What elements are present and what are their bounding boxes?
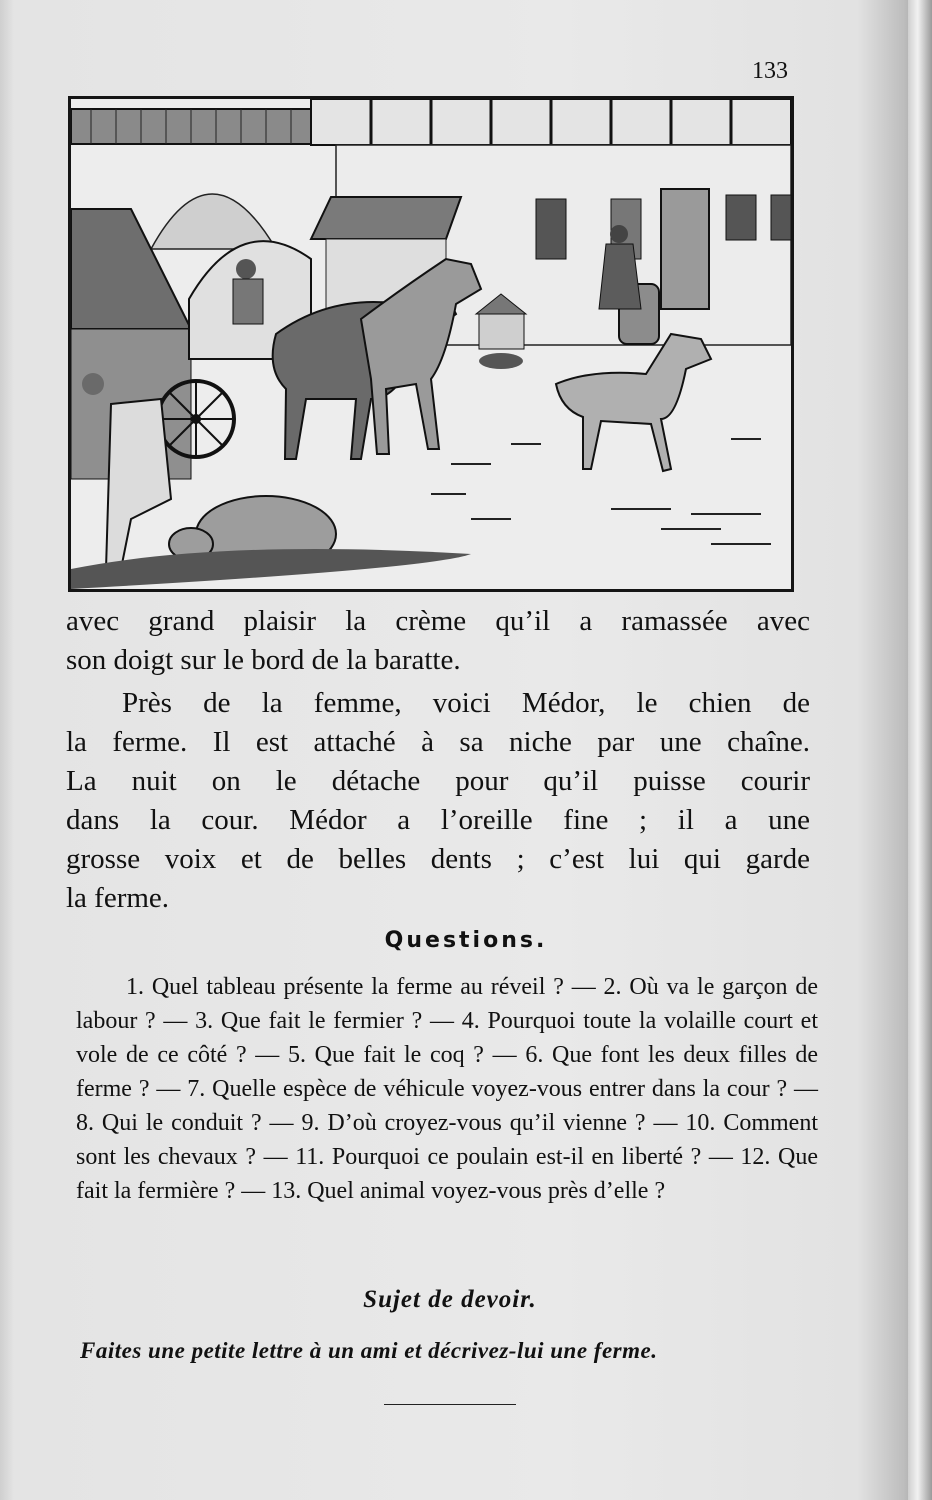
- text-line: dans la cour. Médor a l’oreille fine ; il a une: [66, 804, 810, 836]
- book-spine-edge: [908, 0, 932, 1500]
- text-line: la ferme.: [66, 882, 170, 914]
- farm-wife: [599, 244, 641, 309]
- text-line: grosse voix et de belles dents ; c’est lui qui garde: [66, 843, 810, 875]
- exercise-text: Faites une petite lettre à un ami et décrivez-lui une ferme.: [80, 1338, 658, 1363]
- exercise-heading: Sujet de devoir.: [363, 1286, 537, 1313]
- dog-kennel: [479, 314, 524, 349]
- questions-heading: Questions.: [384, 928, 548, 953]
- farmyard-illustration: [68, 96, 794, 592]
- farmyard-engraving: [71, 99, 791, 589]
- end-rule: [384, 1404, 516, 1405]
- text-line: la ferme. Il est attaché à sa niche par une chaîne.: [66, 726, 810, 758]
- text-line: avec grand plaisir la crème qu’il a ramassée avec: [66, 605, 810, 637]
- window-left: [536, 199, 566, 259]
- paragraph-medor: [66, 684, 810, 918]
- text-line: La nuit on le détache pour qu’il puisse courir: [66, 765, 810, 797]
- farmhouse-door: [661, 189, 709, 309]
- paragraph-continued: [66, 602, 810, 680]
- shed-roof: [311, 197, 461, 239]
- text-line: Près de la femme, voici Médor, le chien de: [122, 687, 810, 719]
- barn-roof: [71, 109, 351, 144]
- dog: [479, 353, 523, 369]
- questions-list: 1. Quel tableau présente la ferme au réveil ? — 2. Où va le garçon de labour ? — 3. Que fait le fermier ? — 4. Pourquoi toute la volaille court et vole de ce côté ? — 5. Que fait le coq ? — 6. Que font les deux filles de ferme ? — 7. Quelle espèce de véhicule voyez-vous entrer dans la cour ? — 8. Qui le conduit ? — 9. D’où croyez-vous qu’il vienne ? — 10. Comment sont les chevaux ? — 11. Pourquoi ce poulain est-il en liberté ? — 12. Que fait la fermière ? — 13. Quel animal voyez-vous près d’elle ?: [76, 974, 818, 1204]
- page-number: 133: [752, 58, 788, 84]
- text-line: son doigt sur le bord de la baratte.: [66, 644, 461, 676]
